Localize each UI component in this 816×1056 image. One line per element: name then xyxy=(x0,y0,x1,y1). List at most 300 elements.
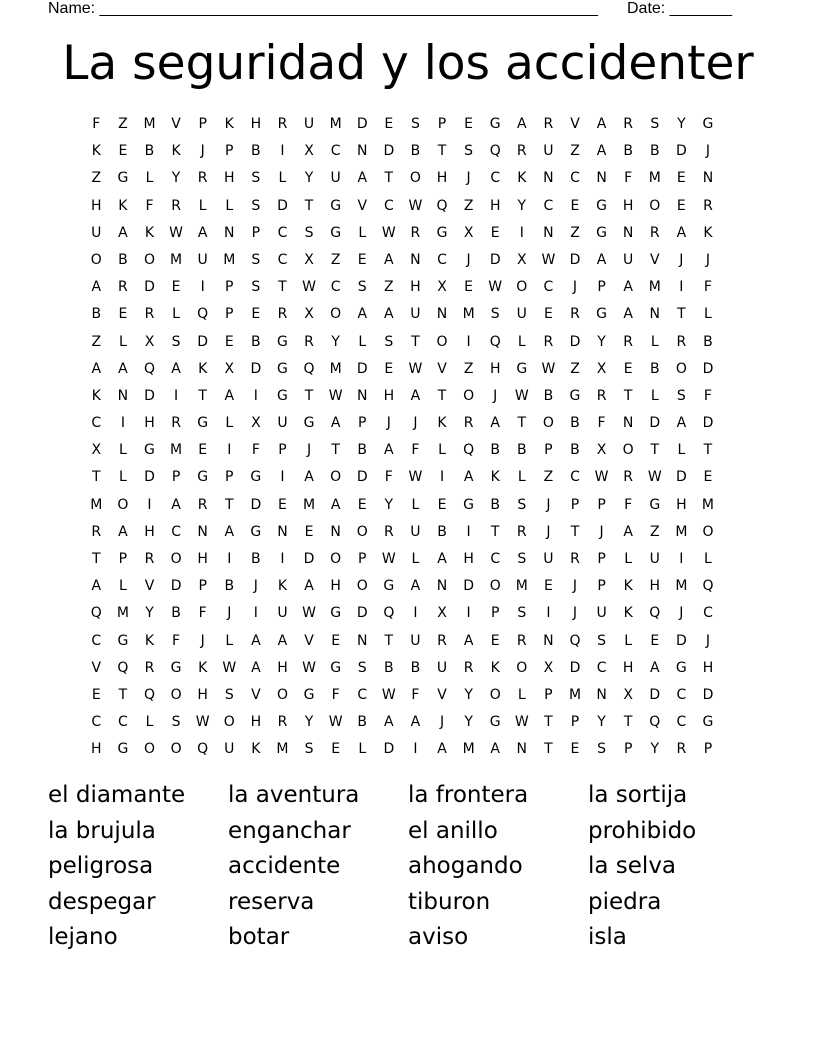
grid-letter: I xyxy=(147,496,152,513)
grid-letter: A xyxy=(596,251,607,268)
grid-letter: T xyxy=(703,442,713,459)
grid-letter: N xyxy=(702,170,714,187)
grid-letter: J xyxy=(679,251,684,268)
grid-letter: N xyxy=(596,686,607,703)
grid-letter: W xyxy=(381,686,396,703)
grid-letter: E xyxy=(570,197,580,214)
grid-letter: K xyxy=(277,578,288,595)
grid-letter: X xyxy=(623,686,633,703)
grid-letter: X xyxy=(596,360,607,377)
grid-letter: B xyxy=(224,578,235,595)
grid-letter: Y xyxy=(597,333,606,350)
grid-letter: A xyxy=(623,279,633,296)
grid-letter: I xyxy=(200,279,205,296)
grid-letter: Q xyxy=(436,197,448,214)
grid-row xyxy=(83,193,721,220)
grid-letter: Q xyxy=(117,659,129,676)
grid-letter: H xyxy=(463,551,474,567)
grid-letter: K xyxy=(198,659,208,676)
grid-letter: R xyxy=(543,116,554,132)
grid-letter: M xyxy=(170,442,183,459)
grid-letter: E xyxy=(676,170,686,187)
grid-letter: G xyxy=(596,306,607,323)
grid-letter: A xyxy=(384,714,394,731)
grid-letter: W xyxy=(408,469,423,486)
grid-letter: P xyxy=(225,469,234,486)
grid-letter: Q xyxy=(197,306,209,323)
grid-letter: S xyxy=(650,116,660,132)
word-list-item: peligrosa xyxy=(48,853,154,879)
grid-letter: R xyxy=(596,387,607,404)
grid-letter: D xyxy=(675,469,687,486)
grid-letter: R xyxy=(676,333,687,350)
grid-letter: L xyxy=(624,632,633,649)
grid-letter: S xyxy=(251,197,261,214)
grid-row xyxy=(83,464,721,491)
grid-letter: Q xyxy=(143,686,155,703)
grid-letter: Y xyxy=(464,686,473,703)
grid-letter: L xyxy=(650,387,659,404)
grid-letter: V xyxy=(649,251,660,268)
grid-letter: G xyxy=(330,197,342,214)
grid-letter: O xyxy=(223,714,235,731)
grid-letter: W xyxy=(408,360,423,377)
grid-letter: Y xyxy=(384,496,394,513)
grid-letter: K xyxy=(623,578,633,595)
grid-letter: P xyxy=(623,741,633,758)
grid-letter: A xyxy=(437,741,447,758)
grid-letter: U xyxy=(303,116,315,132)
grid-letter: J xyxy=(546,523,551,540)
grid-letter: J xyxy=(599,523,604,540)
grid-row xyxy=(83,736,721,763)
grid-letter: F xyxy=(624,496,633,513)
grid-letter: K xyxy=(118,197,128,214)
grid-letter: I xyxy=(413,605,418,622)
grid-letter: J xyxy=(705,251,711,268)
grid-letter: G xyxy=(330,659,342,676)
grid-letter: P xyxy=(358,415,367,432)
grid-letter: E xyxy=(331,632,341,649)
grid-letter: R xyxy=(516,523,527,540)
grid-letter: R xyxy=(623,116,634,132)
grid-letter: E xyxy=(384,116,394,132)
grid-letter: C xyxy=(118,714,128,731)
word-list-item: ahogando xyxy=(408,853,523,879)
grid-letter: W xyxy=(488,279,503,296)
grid-letter: B xyxy=(490,442,500,459)
grid-letter: S xyxy=(597,632,607,649)
grid-letter: H xyxy=(197,551,208,567)
grid-letter: D xyxy=(356,605,368,622)
grid-letter: Z xyxy=(91,170,102,187)
grid-letter: Y xyxy=(650,741,660,758)
grid-letter: N xyxy=(330,523,341,540)
grid-letter: Q xyxy=(649,605,661,622)
grid-letter: J xyxy=(679,605,684,622)
grid-letter: T xyxy=(92,469,101,486)
grid-letter: I xyxy=(227,551,232,567)
grid-letter: C xyxy=(543,197,554,214)
grid-letter: E xyxy=(543,578,553,595)
grid-letter: W xyxy=(222,659,237,676)
grid-letter: W xyxy=(381,224,396,241)
grid-letter: X xyxy=(224,360,235,377)
grid-letter: T xyxy=(437,387,447,404)
grid-letter: A xyxy=(463,632,474,649)
grid-letter: L xyxy=(624,551,633,567)
grid-letter: B xyxy=(251,333,261,350)
grid-letter: S xyxy=(517,605,527,622)
grid-letter: A xyxy=(410,578,421,595)
grid-letter: S xyxy=(597,741,607,758)
grid-letter: V xyxy=(91,659,102,676)
grid-letter: R xyxy=(570,551,580,567)
grid-letter: B xyxy=(703,333,713,350)
word-list-item: tiburon xyxy=(408,888,491,915)
grid-letter: S xyxy=(410,116,420,132)
grid-letter: I xyxy=(413,741,418,758)
grid-letter: R xyxy=(277,116,288,132)
grid-letter: G xyxy=(569,387,581,404)
word-list-item: la sortija xyxy=(588,782,688,808)
grid-letter: L xyxy=(278,170,287,187)
grid-letter: P xyxy=(225,306,234,323)
grid-letter: A xyxy=(517,116,527,132)
grid-letter: K xyxy=(490,469,500,486)
grid-letter: L xyxy=(358,224,367,241)
grid-letter: T xyxy=(198,387,207,404)
grid-letter: P xyxy=(225,279,234,296)
grid-letter: R xyxy=(437,632,447,649)
grid-letter: T xyxy=(650,442,660,459)
grid-letter: X xyxy=(304,251,314,268)
grid-letter: P xyxy=(570,714,580,731)
grid-letter: F xyxy=(251,442,260,459)
grid-letter: C xyxy=(703,605,713,622)
grid-letter: P xyxy=(490,605,500,622)
grid-letter: Z xyxy=(570,224,580,241)
grid-letter: O xyxy=(622,442,634,459)
grid-letter: U xyxy=(623,251,634,268)
grid-letter: L xyxy=(118,578,127,595)
grid-letter: E xyxy=(198,442,208,459)
grid-row xyxy=(83,247,721,274)
grid-letter: O xyxy=(436,333,448,350)
grid-letter: B xyxy=(570,442,580,459)
grid-letter: F xyxy=(172,632,181,649)
grid-letter: J xyxy=(705,632,711,649)
grid-letter: D xyxy=(649,686,661,703)
grid-letter: A xyxy=(91,279,102,296)
grid-letter: R xyxy=(543,333,554,350)
grid-letter: P xyxy=(544,442,553,459)
grid-letter: G xyxy=(170,659,182,676)
grid-letter: T xyxy=(384,632,394,649)
grid-letter: Z xyxy=(91,333,102,350)
grid-letter: J xyxy=(200,143,205,160)
grid-letter: J xyxy=(705,143,711,160)
grid-letter: W xyxy=(302,279,316,296)
grid-letter: G xyxy=(330,224,342,241)
grid-letter: A xyxy=(410,714,421,731)
grid-letter: X xyxy=(144,333,155,350)
grid-letter: L xyxy=(118,442,127,459)
grid-letter: T xyxy=(411,333,420,350)
grid-letter: B xyxy=(543,387,554,404)
grid-letter: W xyxy=(302,659,316,676)
grid-letter: J xyxy=(546,496,551,513)
grid-letter: G xyxy=(330,605,342,622)
grid-letter: C xyxy=(171,523,181,540)
grid-letter: F xyxy=(411,686,420,703)
grid-letter: A xyxy=(304,578,314,595)
grid-letter: N xyxy=(543,224,554,241)
grid-letter: G xyxy=(489,116,501,132)
grid-letter: L xyxy=(704,306,712,323)
grid-letter: J xyxy=(493,387,498,404)
grid-letter: Z xyxy=(570,143,580,160)
word-list-item: prohibido xyxy=(588,817,697,844)
grid-letter: E xyxy=(118,143,128,160)
grid-letter: J xyxy=(466,170,471,187)
grid-letter: W xyxy=(328,387,343,404)
grid-letter: S xyxy=(304,741,314,758)
grid-letter: P xyxy=(278,442,287,459)
grid-letter: W xyxy=(514,714,529,731)
grid-letter: N xyxy=(356,143,368,160)
grid-letter: U xyxy=(543,551,554,567)
grid-letter: M xyxy=(462,741,475,758)
grid-letter: G xyxy=(144,442,155,459)
grid-letter: U xyxy=(410,306,421,323)
grid-letter: D xyxy=(383,741,395,758)
grid-letter: O xyxy=(649,197,661,214)
grid-letter: X xyxy=(543,659,554,676)
grid-letter: H xyxy=(91,197,102,214)
grid-letter: V xyxy=(144,578,155,595)
grid-letter: G xyxy=(250,469,262,486)
grid-letter: U xyxy=(277,415,288,432)
grid-letter: L xyxy=(145,714,154,731)
word-list-item: enganchar xyxy=(228,817,351,844)
grid-letter: I xyxy=(280,551,285,567)
word-list-item: piedra xyxy=(588,888,662,915)
grid-letter: E xyxy=(357,496,367,513)
grid-row xyxy=(83,709,721,736)
grid-letter: G xyxy=(277,387,288,404)
grid-letter: X xyxy=(596,442,607,459)
grid-row xyxy=(83,301,721,328)
grid-letter: C xyxy=(357,686,368,703)
grid-letter: N xyxy=(516,741,528,758)
grid-letter: N xyxy=(356,632,368,649)
grid-letter: E xyxy=(304,523,314,540)
grid-letter: B xyxy=(144,143,155,160)
grid-row xyxy=(83,628,721,655)
grid-letter: R xyxy=(197,170,208,187)
word-list xyxy=(48,778,768,956)
grid-letter: M xyxy=(116,605,129,622)
grid-letter: O xyxy=(276,686,288,703)
grid-letter: O xyxy=(143,251,155,268)
grid-letter: V xyxy=(251,686,261,703)
grid-letter: E xyxy=(676,197,686,214)
grid-letter: I xyxy=(174,387,179,404)
grid-letter: B xyxy=(516,442,527,459)
grid-letter: C xyxy=(91,632,102,649)
grid-letter: A xyxy=(384,251,394,268)
grid-letter: L xyxy=(358,741,367,758)
grid-letter: V xyxy=(570,116,580,132)
grid-letter: S xyxy=(357,279,367,296)
grid-letter: X xyxy=(304,143,314,160)
grid-letter: S xyxy=(464,143,474,160)
grid-letter: C xyxy=(676,714,687,731)
grid-letter: L xyxy=(118,333,127,350)
grid-letter: R xyxy=(516,143,527,160)
grid-letter: N xyxy=(356,387,368,404)
grid-letter: E xyxy=(91,686,101,703)
grid-letter: Y xyxy=(677,116,686,132)
grid-letter: X xyxy=(91,442,102,459)
grid-letter: R xyxy=(171,415,181,432)
word-list-item: despegar xyxy=(48,888,156,915)
grid-letter: E xyxy=(464,279,474,296)
grid-letter: F xyxy=(331,686,340,703)
grid-letter: W xyxy=(328,714,343,731)
grid-letter: O xyxy=(90,251,102,268)
grid-row xyxy=(83,329,721,356)
grid-letter: I xyxy=(679,279,684,296)
grid-letter: Q xyxy=(489,333,501,350)
grid-letter: D xyxy=(569,333,581,350)
grid-letter: D xyxy=(250,360,262,377)
grid-letter: P xyxy=(118,551,128,567)
grid-letter: S xyxy=(224,686,234,703)
grid-letter: L xyxy=(517,686,526,703)
grid-letter: T xyxy=(437,143,447,160)
grid-letter: H xyxy=(436,170,448,187)
grid-row xyxy=(83,519,721,546)
grid-letter: S xyxy=(517,496,527,513)
grid-letter: K xyxy=(437,415,447,432)
grid-letter: Y xyxy=(597,714,606,731)
grid-letter: E xyxy=(623,360,633,377)
grid-row xyxy=(83,655,721,682)
grid-letter: A xyxy=(676,224,687,241)
grid-letter: L xyxy=(225,197,234,214)
grid-letter: C xyxy=(676,686,687,703)
grid-letter: S xyxy=(517,551,527,567)
grid-letter: E xyxy=(278,496,287,513)
grid-letter: O xyxy=(356,578,368,595)
grid-letter: H xyxy=(649,578,661,595)
grid-letter: O xyxy=(463,387,475,404)
grid-letter: G xyxy=(117,741,129,758)
grid-letter: I xyxy=(120,415,125,432)
grid-letter: U xyxy=(91,224,102,241)
grid-letter: Q xyxy=(143,360,155,377)
grid-letter: A xyxy=(490,741,500,758)
grid-letter: E xyxy=(464,116,474,132)
grid-letter: O xyxy=(330,469,342,486)
grid-letter: W xyxy=(541,251,556,268)
grid-letter: G xyxy=(596,224,607,241)
grid-letter: W xyxy=(514,387,529,404)
word-list-item: reserva xyxy=(228,888,315,915)
grid-letter: H xyxy=(144,523,155,540)
grid-letter: T xyxy=(304,197,314,214)
grid-letter: M xyxy=(223,251,236,268)
grid-letter: O xyxy=(170,741,182,758)
grid-letter: R xyxy=(463,659,474,676)
grid-letter: F xyxy=(597,415,606,432)
grid-letter: E xyxy=(543,306,553,323)
grid-letter: J xyxy=(227,605,232,622)
grid-letter: P xyxy=(570,496,580,513)
grid-letter: M xyxy=(648,170,661,187)
grid-letter: H xyxy=(676,496,687,513)
grid-letter: I xyxy=(519,224,524,241)
grid-letter: X xyxy=(437,605,447,622)
grid-letter: Z xyxy=(330,251,341,268)
grid-letter: T xyxy=(623,714,633,731)
grid-letter: L xyxy=(704,551,712,567)
grid-letter: L xyxy=(198,197,207,214)
grid-letter: T xyxy=(544,741,553,758)
grid-letter: R xyxy=(703,197,713,214)
grid-letter: O xyxy=(489,686,501,703)
grid-letter: F xyxy=(198,605,207,622)
grid-letter: T xyxy=(304,387,314,404)
grid-letter: E xyxy=(171,279,181,296)
grid-letter: A xyxy=(224,523,235,540)
grid-letter: Y xyxy=(145,605,154,622)
grid-letter: U xyxy=(277,605,288,622)
date-field-label: Date: _______ xyxy=(627,0,732,17)
grid-letter: A xyxy=(463,469,474,486)
grid-letter: N xyxy=(224,224,235,241)
grid-row xyxy=(83,165,721,192)
grid-letter: B xyxy=(623,143,633,160)
grid-row xyxy=(83,682,721,709)
grid-letter: D xyxy=(675,143,687,160)
grid-letter: I xyxy=(280,143,285,160)
grid-letter: T xyxy=(384,170,394,187)
grid-letter: L xyxy=(411,551,420,567)
grid-letter: G xyxy=(303,686,315,703)
grid-letter: D xyxy=(356,360,368,377)
grid-letter: C xyxy=(570,170,580,187)
grid-letter: L xyxy=(411,496,420,513)
grid-letter: R xyxy=(463,415,474,432)
grid-letter: P xyxy=(437,116,447,132)
grid-letter: K xyxy=(703,224,713,241)
grid-letter: H xyxy=(489,197,501,214)
name-field-label: Name: ________________________________________________________ xyxy=(48,0,598,17)
grid-letter: A xyxy=(384,306,394,323)
grid-letter: M xyxy=(701,496,714,513)
grid-letter: G xyxy=(277,360,288,377)
grid-letter: N xyxy=(436,578,448,595)
grid-letter: M xyxy=(515,578,528,595)
grid-letter: O xyxy=(356,523,368,540)
grid-letter: Q xyxy=(197,741,209,758)
grid-letter: E xyxy=(570,741,580,758)
grid-letter: A xyxy=(676,415,687,432)
grid-letter: F xyxy=(384,469,393,486)
